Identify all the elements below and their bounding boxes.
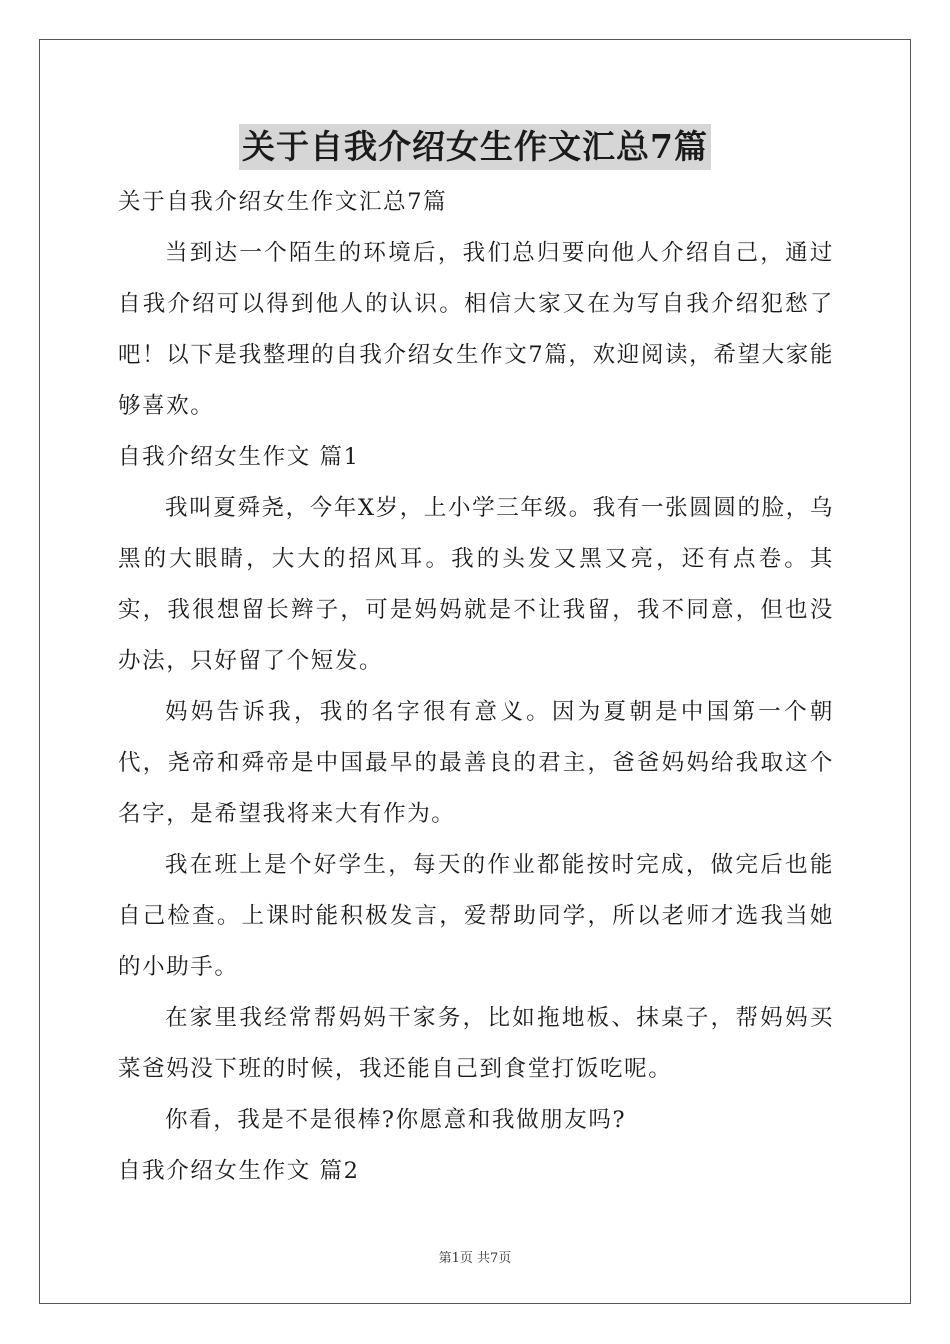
- document-body: [118, 177, 834, 1197]
- section-heading-1: 自我介绍女生作文 篇1: [118, 444, 360, 470]
- document-title: 关于自我介绍女生作文汇总7篇: [239, 124, 711, 170]
- document-subtitle: 关于自我介绍女生作文汇总7篇: [118, 189, 448, 215]
- title-container: [0, 124, 950, 170]
- section1-paragraph: 妈妈告诉我，我的名字很有意义。因为夏朝是中国第一个朝代，尧帝和舜帝是中国最早的最善良的君主，爸爸妈妈给我取这个名字，是希望我将来大有作为。: [118, 699, 834, 827]
- page-footer: 第1页 共7页: [438, 1251, 512, 1266]
- section1-paragraph: 我在班上是个好学生，每天的作业都能按时完成，做完后也能自己检查。上课时能积极发言，爱帮助同学，所以老师才选我当她的小助手。: [118, 852, 834, 980]
- intro-paragraph: 当到达一个陌生的环境后，我们总归要向他人介绍自己，通过自我介绍可以得到他人的认识。相信大家又在为写自我介绍犯愁了吧！以下是我整理的自我介绍女生作文7篇，欢迎阅读，希望大家能够喜欢。: [118, 240, 834, 419]
- section-heading-2: 自我介绍女生作文 篇2: [118, 1158, 360, 1184]
- section1-paragraph: 我叫夏舜尧，今年X岁，上小学三年级。我有一张圆圆的脸，乌黑的大眼睛，大大的招风耳。我的头发又黑又亮，还有点卷。其实，我很想留长辫子，可是妈妈就是不让我留，我不同意，但也没办法，只好留了个短发。: [118, 495, 834, 674]
- section1-paragraph: 你看，我是不是很棒?你愿意和我做朋友吗?: [165, 1107, 627, 1133]
- section1-paragraph: 在家里我经常帮妈妈干家务，比如拖地板、抹桌子，帮妈妈买菜爸妈没下班的时候，我还能自己到食堂打饭吃呢。: [118, 1005, 834, 1082]
